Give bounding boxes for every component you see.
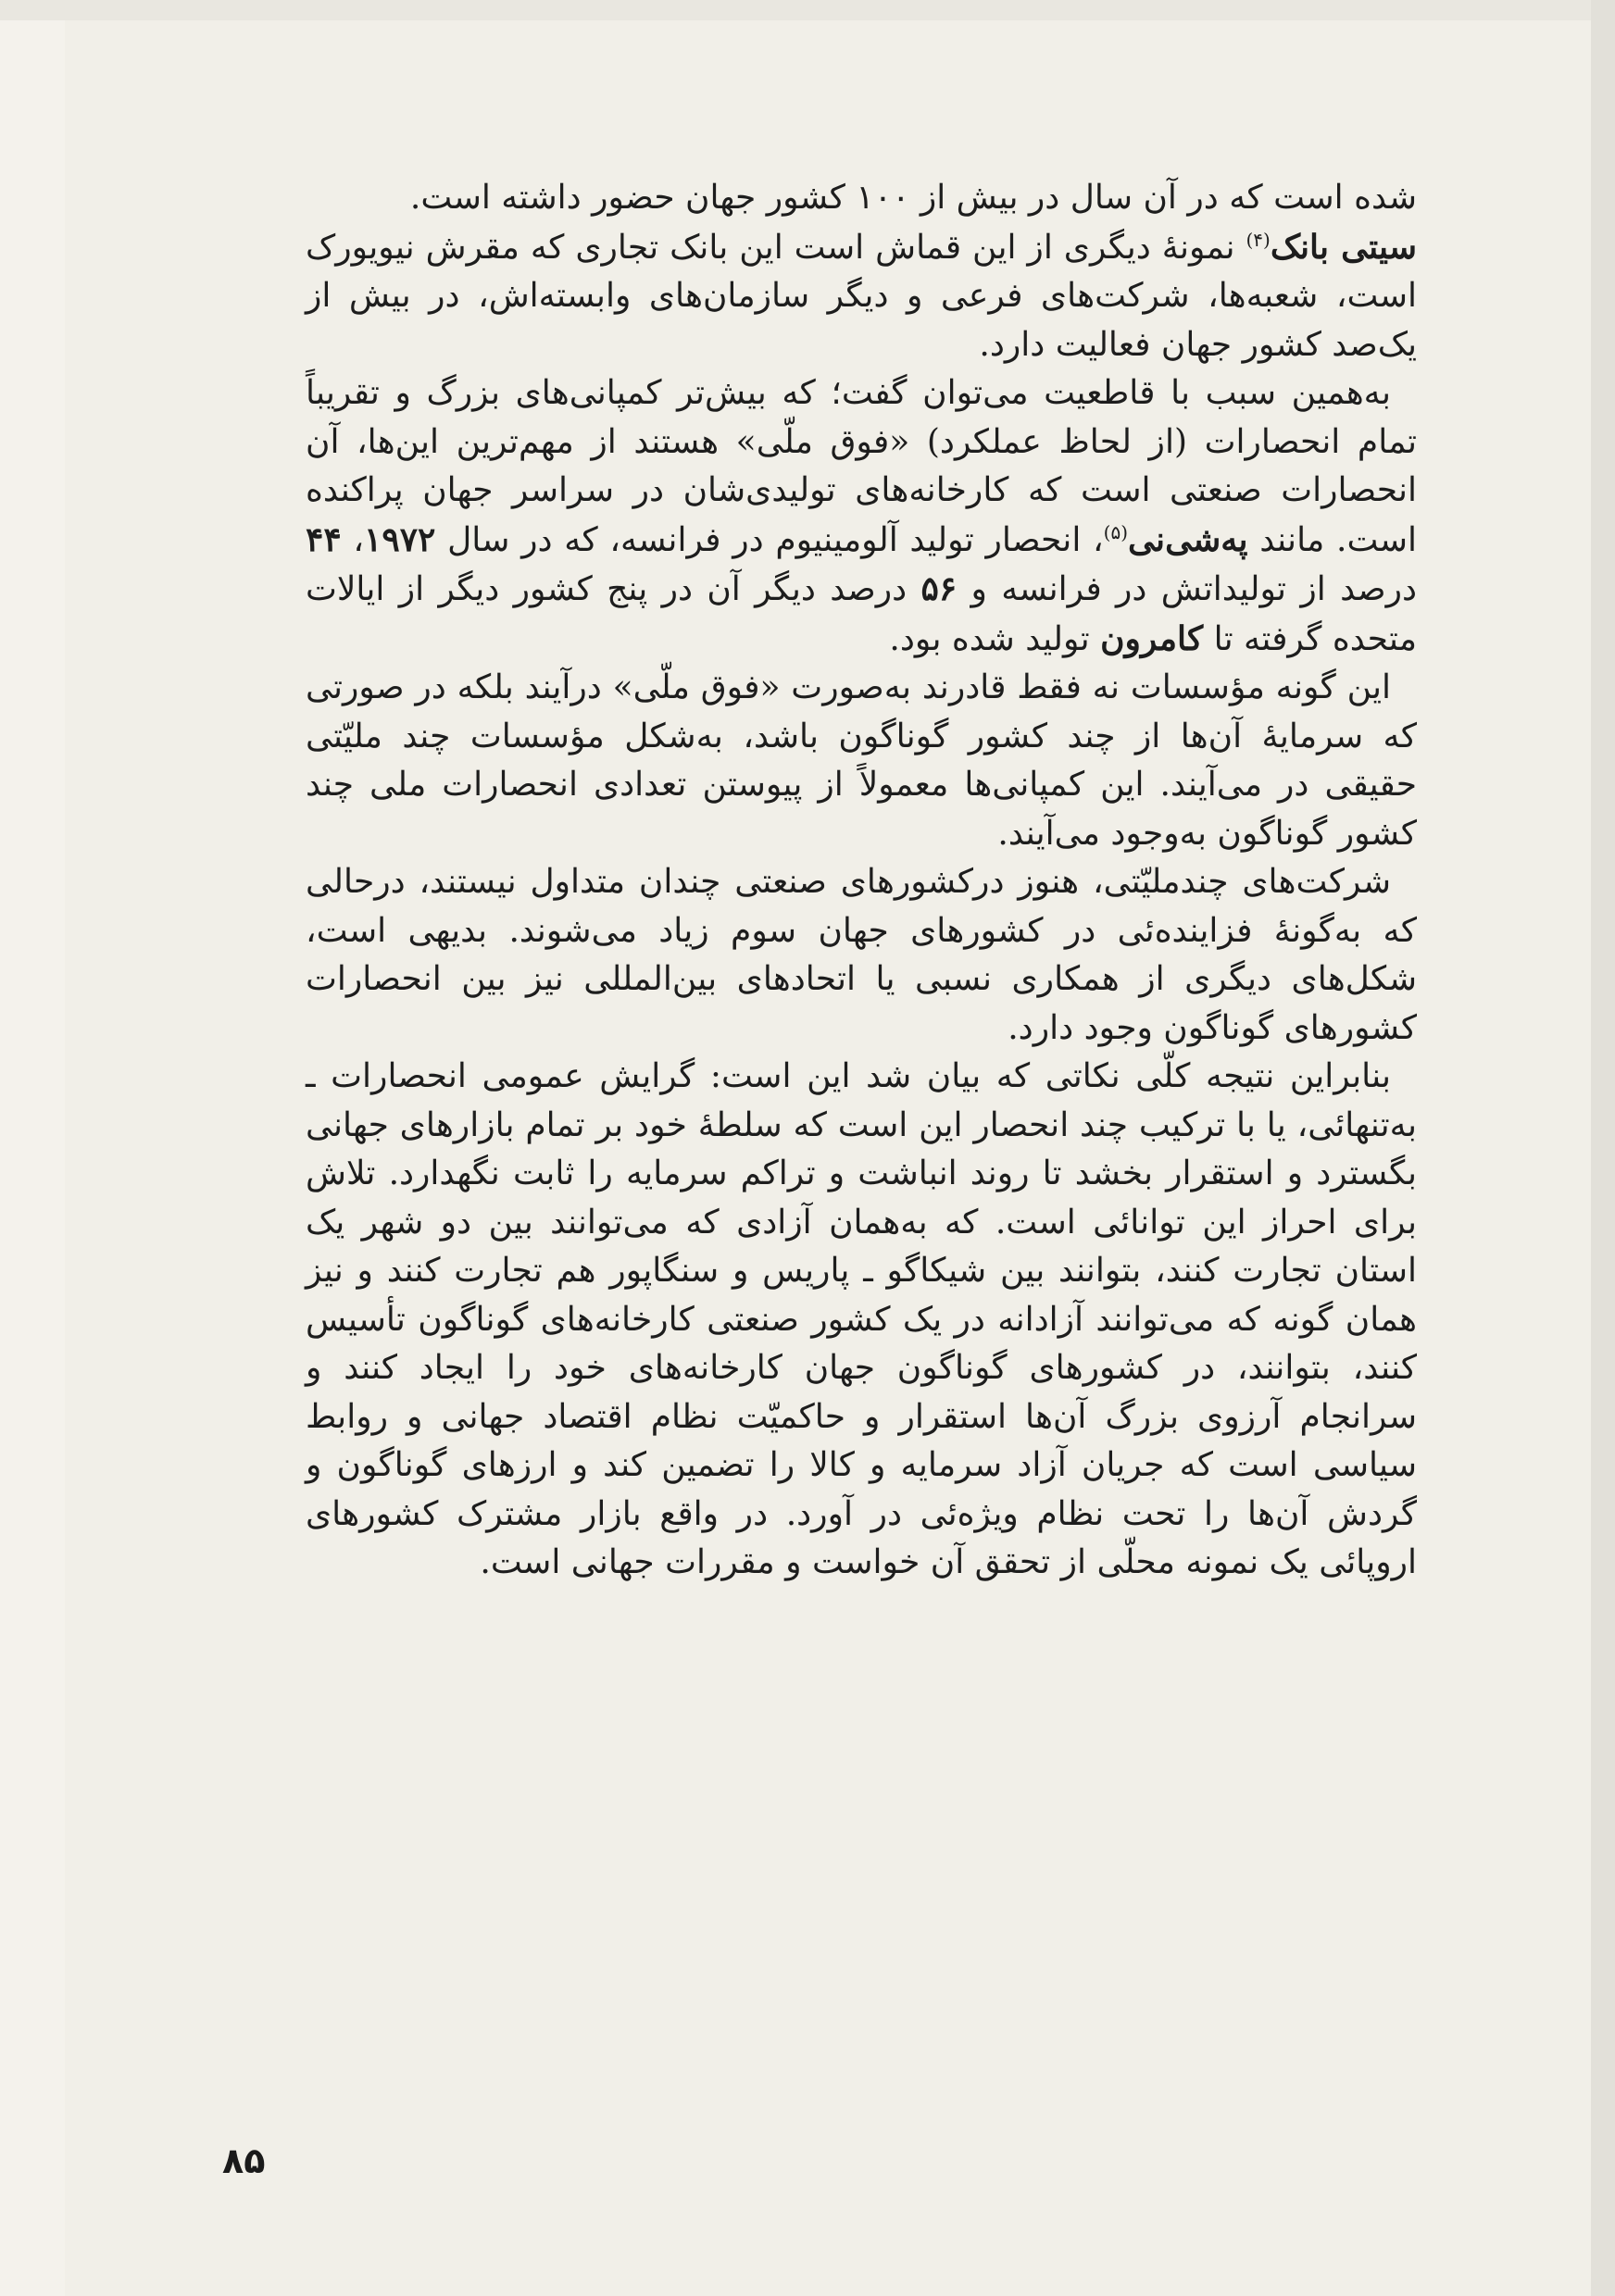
cameroon-name: کامرون (1100, 618, 1204, 658)
paragraph-3-text-a: به‌همین سبب با قاطعیت می‌توان گفت؛ که بیش‌تر کمپانی‌های بزرگ و تقریباً تمام انحصارات (از لحاظ عملکرد) «فوق ملّی» هستند از مهم‌ترین این‌ها، آن انحصارات صنعتی است که کارخانه‌های تولیدی‌شان در سراسر جهان پراکنده است. مانند (306, 374, 1417, 559)
body-text (306, 174, 1417, 1588)
paragraph-1 (306, 174, 1417, 223)
paragraph-5-text: شرکت‌های چندملیّتی، هنوز درکشورهای صنعتی چندان متداول نیستند، درحالی که به‌گونهٔ فزاینده‌ئی در کشورهای جهان سوم زیاد می‌شوند. بدیهی است، شکل‌های دیگری از همکاری نسبی یا اتحادهای بین‌المللی نیز بین انحصارات کشورهای گوناگون وجود دارد. (306, 863, 1417, 1047)
year-1972: ۱۹۷۲ (364, 519, 436, 559)
paragraph-3-text-c: ، (341, 520, 365, 559)
percent-56: ۵۶ (920, 569, 958, 608)
right-edge (1591, 0, 1615, 2296)
pechiney-name: په‌شی‌نی (1128, 519, 1248, 559)
paragraph-6-text: بنابراین نتیجه کلّی نکاتی که بیان شد این است: گرایش عمومی انحصارات ـ به‌تنهائی، یا با ترکیب چند انحصار این است که سلطهٔ خود بر تمام بازارهای جهانی بگسترد و استقرار بخشد تا روند انباشت و تراکم سرمایه را ثابت نگهدارد. تلاش برای احراز این توانائی است. که به‌همان آزادی که می‌توانند بین دو شهر یک استان تجارت کنند، بتوانند بین شیکاگو ـ پاریس و سنگاپور هم تجارت کنند و نیز همان گونه که می‌توانند آزادانه در یک کشور صنعتی کارخانه‌های گوناگون تأسیس کنند، بتوانند، در کشورهای گوناگون جهان کارخانه‌های خود را ایجاد کنند و سرانجام آرزوی بزرگ آن‌ها استقرار و حاکمیّت نظام اقتصاد جهانی و روابط سیاسی است که جریان آزاد سرمایه و کالا را تضمین کند و ارزهای گوناگون و گردش آن‌ها را تحت نظام ویژه‌ئی در آورد. در واقع بازار مشترک کشورهای اروپائی یک نمونه محلّی از تحقق آن خواست و مقررات جهانی است. (306, 1057, 1417, 1581)
percent-44: ۴۴ (306, 519, 342, 559)
paragraph-3-text-d: درصد از تولیداتش در فرانسه و (957, 570, 1417, 608)
paragraph-1-text: شده است که در آن سال در بیش از ۱۰۰ کشور جهان حضور داشته است. (409, 179, 1417, 217)
paragraph-2-text: نمونهٔ دیگری از این قماش است این بانک تجاری که مقرش نیویورک است، شعبه‌ها، شرکت‌های فرعی و دیگر سازمان‌های وابسته‌اش، در بیش از یک‌صد کشور جهان فعالیت دارد. (306, 228, 1417, 364)
paragraph-2 (306, 223, 1417, 370)
footnote-ref-5: (۵) (1103, 520, 1129, 543)
page-number: ۸۵ (222, 2140, 266, 2181)
paragraph-4 (306, 664, 1417, 858)
paragraph-3-text-b: ، انحصار تولید آلومینیوم در فرانسه، که در سال (435, 520, 1104, 559)
paragraph-4-text: این گونه مؤسسات نه فقط قادرند به‌صورت «فوق ملّی» درآیند بلکه در صورتی که سرمایهٔ آن‌ها از چند کشور گوناگون باشد، به‌شکل مؤسسات چند ملیّتی حقیقی در می‌آیند. این کمپانی‌ها معمولاً از پیوستن تعدادی انحصارات ملی چند کشور گوناگون به‌وجود می‌آیند. (306, 668, 1417, 853)
paragraph-3-text-e: درصد دیگر آن در پنج کشور دیگر از ایالات متحده گرفته تا (306, 570, 1417, 658)
citibank-name: سیتی بانک (1270, 227, 1417, 267)
paragraph-6 (306, 1053, 1417, 1588)
paragraph-3 (306, 369, 1417, 664)
top-edge (0, 0, 1615, 20)
footnote-ref-4: (۴) (1246, 228, 1271, 251)
paragraph-5 (306, 858, 1417, 1053)
paragraph-3-text-f: تولید شده بود. (889, 619, 1101, 658)
